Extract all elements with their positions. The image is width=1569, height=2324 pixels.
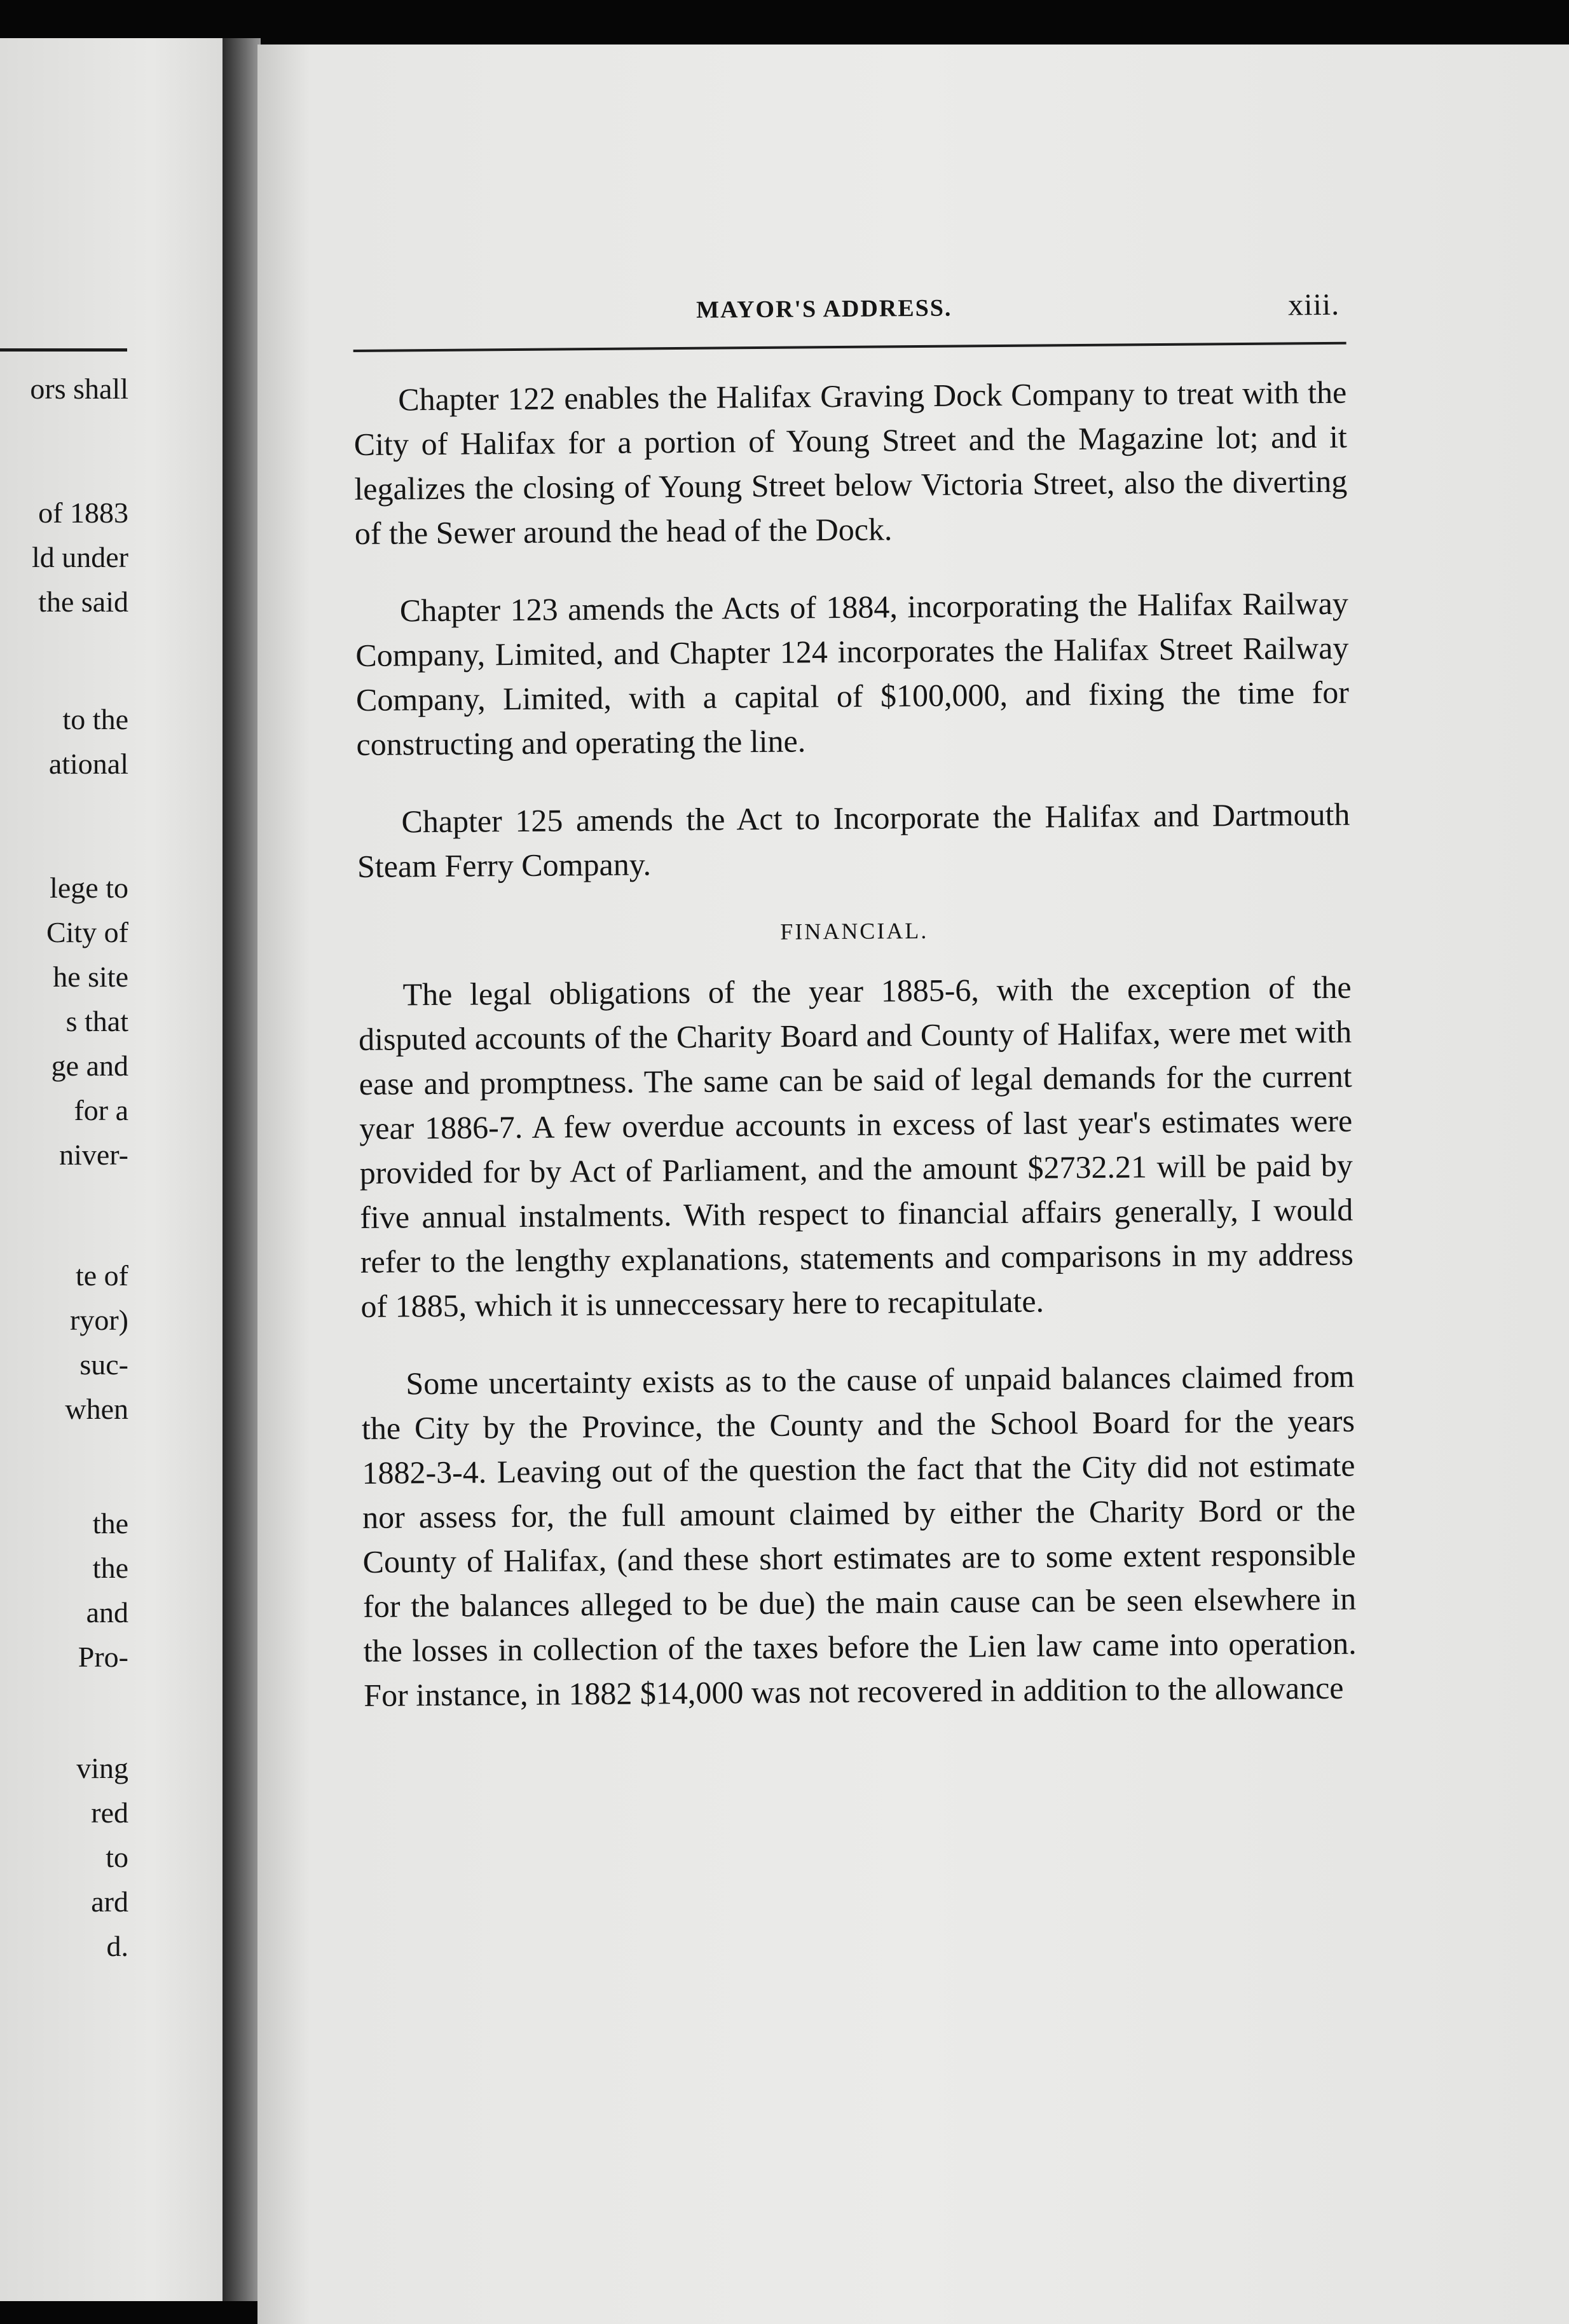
left-page-line: ryor): [70, 1304, 128, 1336]
left-page-line: suc-: [79, 1348, 128, 1381]
section-heading-financial: FINANCIAL.: [780, 917, 929, 945]
left-page-line: s that: [65, 1005, 128, 1037]
paragraph-chapter-123: Chapter 123 amends the Acts of 1884, incorporating the Halifax Railway Company, Limited, and Chapter 124 incorporates the Halifax Street Railway Company, Limited, with a capital of $100,000, and fixing the time for constructing and operating the line.: [355, 585, 1350, 762]
paragraph-unpaid-balances: Some uncertainty exists as to the cause of unpaid balances claimed from the City by the Province, the County and the School Board for the years 1882-3-4. Leaving out of the question the fact that the City did not estimate nor assess for, the full amount claimed by either the Charity Bord or the County of Halifax, (and these short estimates are to some extent responsible for the balances alleged to be due) the main cause can be seen elsewhere in the losses in collection of the taxes before the Lien law came into operation. For instance, in 1882 $14,000 was not recovered in addition to the allowance: [361, 1358, 1357, 1713]
left-page-head-rule: [0, 348, 127, 352]
left-page-line: of 1883: [38, 496, 128, 529]
left-page-line: to the: [62, 703, 128, 735]
left-page-line: ard: [91, 1885, 128, 1918]
left-page-line: he site: [53, 960, 128, 993]
page-text-block: [353, 287, 1357, 1751]
left-page-line: te of: [75, 1259, 128, 1292]
left-page-line: for a: [74, 1094, 128, 1126]
left-page-line: ational: [48, 748, 128, 780]
left-page: [0, 38, 254, 2301]
left-page-line: ving: [76, 1752, 128, 1784]
left-page-line: when: [65, 1393, 128, 1425]
left-page-line: the: [92, 1552, 128, 1584]
left-page-line: the: [92, 1507, 128, 1540]
left-page-line: d.: [106, 1930, 128, 1962]
left-page-line: ors shall: [30, 373, 128, 405]
running-head-title: MAYOR'S ADDRESS.: [695, 294, 952, 324]
paragraph-chapter-125: Chapter 125 amends the Act to Incorporate the Halifax and Dartmouth Steam Ferry Company.: [357, 796, 1350, 884]
left-page-line: niver-: [59, 1138, 128, 1171]
left-page-line: to: [106, 1841, 128, 1873]
running-head: [353, 287, 1346, 350]
book-gutter: [223, 38, 261, 2301]
left-page-line: ge and: [51, 1049, 128, 1082]
left-page-line: ld under: [31, 541, 128, 573]
left-page-line: lege to: [50, 871, 128, 904]
paragraph-legal-obligations: The legal obligations of the year 1885-6, with the exception of the disputed accounts of the Charity Board and County of Halifax, were met with ease and promptness. The same can be said of legal demands for the current year 1886-7. A few overdue accounts in excess of last year's estimates were provided for by Act of Parliament, and the amount $2732.21 will be paid by five annual instalments. With respect to financial affairs generally, I would refer to the lengthy explanations, statements and comparisons in my address of 1885, which it is unneccessary here to recapitulate.: [358, 969, 1354, 1324]
left-page-line: the said: [38, 585, 128, 618]
right-page: [257, 44, 1569, 2324]
left-page-line: red: [91, 1796, 128, 1829]
paragraph-chapter-122: Chapter 122 enables the Halifax Graving Dock Company to treat with the City of Halifax for a portion of Young Street and the Magazine lot; and it legalizes the closing of Young Street below Victoria Street, also the diverting of the Sewer around the head of the Dock.: [353, 374, 1348, 551]
left-page-line: and: [86, 1596, 128, 1629]
page-number: xiii.: [1287, 287, 1340, 322]
left-page-line: City of: [46, 916, 128, 948]
left-page-line: Pro-: [78, 1641, 128, 1673]
